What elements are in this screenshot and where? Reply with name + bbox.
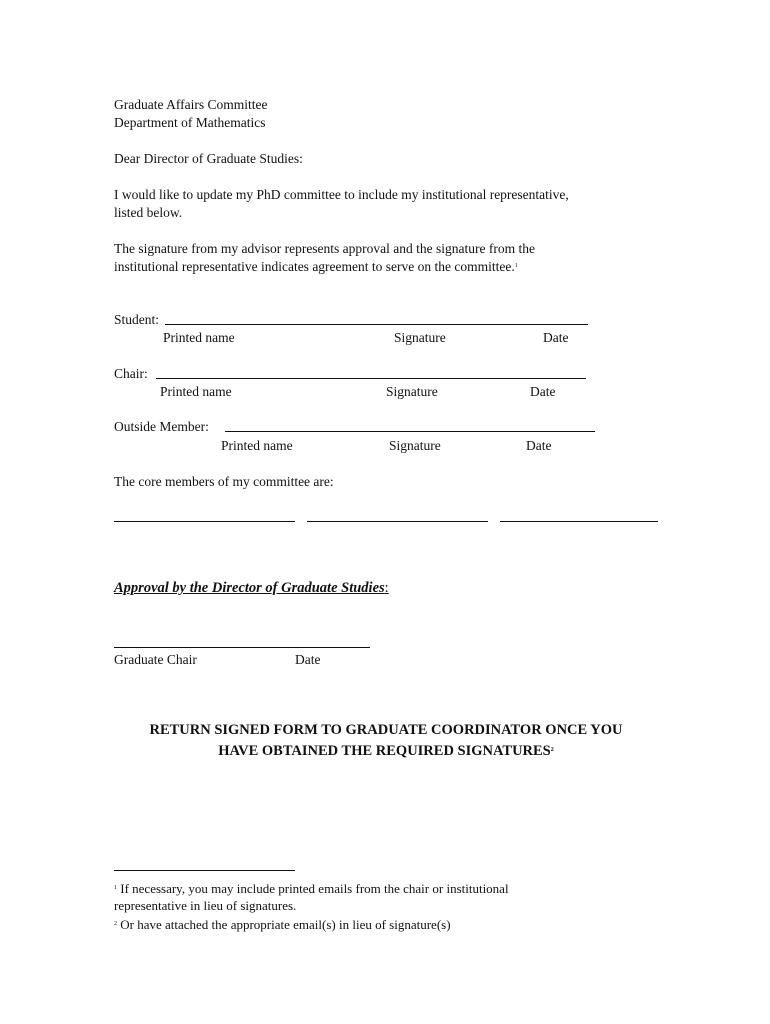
approval-note-line-1: The signature from my advisor represents approval and the signature from the (114, 241, 535, 256)
approval-heading-text: Approval by the Director of Graduate Studies (114, 580, 385, 596)
request-line-1: I would like to update my PhD committee to include my institutional representative, (114, 187, 569, 202)
approval-note-text: institutional representative indicates agreement to serve on the committee. (114, 259, 515, 274)
core-member-line-1[interactable] (114, 521, 295, 522)
footnote-2-marker: 2 (114, 921, 117, 927)
chair-printed-name-label: Printed name (160, 384, 232, 399)
salutation: Dear Director of Graduate Studies: (114, 151, 303, 166)
footnote-separator (114, 870, 295, 871)
chair-signature-line[interactable] (156, 378, 586, 379)
chair-signature-label: Signature (386, 384, 438, 399)
footnote-1-text: If necessary, you may include printed emails from the chair or institutional (120, 881, 509, 896)
committee-name: Graduate Affairs Committee (114, 97, 268, 112)
student-date-label: Date (543, 330, 569, 345)
return-notice-line-1: RETURN SIGNED FORM TO GRADUATE COORDINATOR ONCE YOU (149, 722, 623, 738)
footnote-ref-2: 2 (550, 747, 554, 753)
footnote-1-line-1 (114, 879, 509, 898)
footnote-2 (114, 915, 451, 934)
graduate-chair-label: Graduate Chair (114, 652, 197, 667)
graduate-chair-date-label: Date (295, 652, 321, 667)
return-notice-line-2-text: HAVE OBTAINED THE REQUIRED SIGNATURES (218, 743, 551, 759)
core-members-label: The core members of my committee are: (114, 474, 334, 489)
graduate-chair-signature-line[interactable] (114, 647, 370, 648)
department-name: Department of Mathematics (114, 115, 266, 130)
outside-member-label: Outside Member: (114, 419, 209, 434)
chair-label: Chair: (114, 366, 148, 381)
return-notice (100, 720, 672, 761)
student-signature-label: Signature (394, 330, 446, 345)
chair-date-label: Date (530, 384, 556, 399)
footnote-2-text: Or have attached the appropriate email(s) in lieu of signature(s) (120, 917, 451, 932)
footnote-ref-1: 1 (514, 263, 518, 269)
footnote-1-line-2: representative in lieu of signatures. (114, 898, 297, 913)
footnote-1-marker: 1 (114, 885, 117, 891)
outside-member-printed-name-label: Printed name (221, 438, 293, 453)
return-notice-line-2 (100, 740, 672, 761)
student-label: Student: (114, 312, 160, 327)
student-signature-line[interactable] (165, 324, 588, 325)
approval-heading (114, 579, 389, 597)
approval-heading-colon: : (384, 580, 389, 596)
core-member-line-2[interactable] (307, 521, 488, 522)
approval-note-line-2 (114, 258, 518, 275)
student-printed-name-label: Printed name (163, 330, 235, 345)
request-line-2: listed below. (114, 205, 183, 220)
core-member-line-3[interactable] (500, 521, 658, 522)
outside-member-signature-line[interactable] (225, 431, 595, 432)
outside-member-signature-label: Signature (389, 438, 441, 453)
outside-member-date-label: Date (526, 438, 552, 453)
